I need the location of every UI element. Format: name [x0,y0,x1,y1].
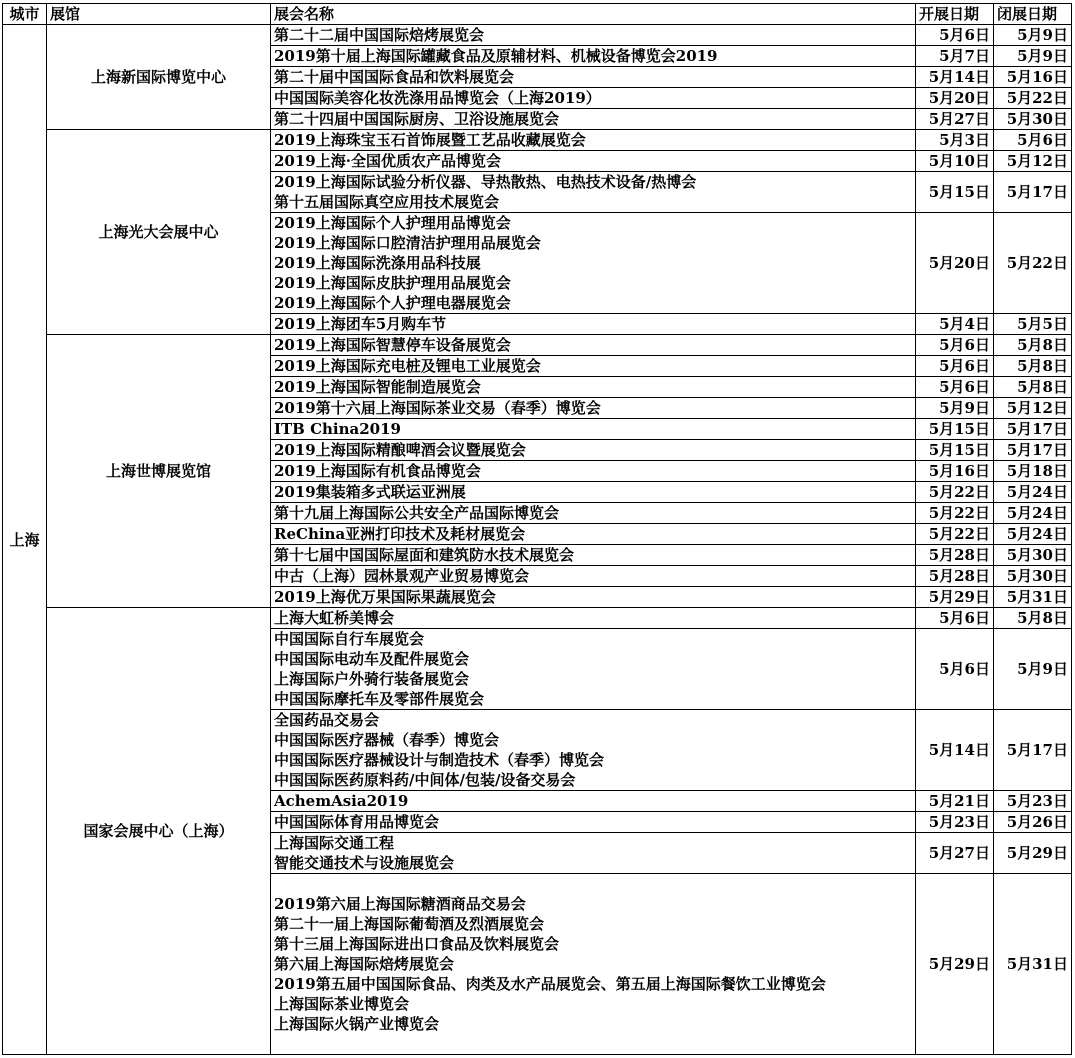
start-date: 5月22日 [916,524,994,545]
start-date: 5月22日 [916,503,994,524]
end-date: 5月5日 [994,314,1072,335]
exhibition-name: 上海国际交通工程 [274,834,395,852]
exhibition-name-cell [271,335,916,356]
exhibition-name: 中国国际电动车及配件展览会 [274,650,470,668]
exhibition-name-cell [271,608,916,629]
end-date: 5月9日 [994,629,1072,710]
exhibition-name: 2019上海国际智能制造展览会 [274,378,481,396]
exhibition-name: 中国国际摩托车及零部件展览会 [274,690,485,708]
exhibition-name: 2019集装箱多式联运亚洲展 [274,483,466,501]
end-date: 5月6日 [994,130,1072,151]
start-date: 5月28日 [916,566,994,587]
exhibition-name: 2019上海国际智慧停车设备展览会 [274,336,511,354]
end-date: 5月23日 [994,791,1072,812]
end-date: 5月24日 [994,503,1072,524]
start-date: 5月20日 [916,213,994,314]
table-row [3,25,1072,46]
end-date: 5月22日 [994,213,1072,314]
exhibition-name: 第二十二届中国国际焙烤展览会 [274,26,485,44]
end-date: 5月31日 [994,587,1072,608]
exhibition-name: 2019第六届上海国际糖酒商品交易会 [274,895,526,913]
exhibition-name: 全国药品交易会 [274,711,380,729]
exhibition-name-cell [271,587,916,608]
exhibition-name-cell [271,461,916,482]
header-city: 城市 [3,4,47,25]
end-date: 5月17日 [994,419,1072,440]
end-date: 5月16日 [994,67,1072,88]
end-date: 5月24日 [994,482,1072,503]
end-date: 5月9日 [994,46,1072,67]
exhibition-name-cell [271,109,916,130]
exhibition-name: 中国国际医疗器械（春季）博览会 [274,731,500,749]
end-date: 5月12日 [994,151,1072,172]
end-date: 5月9日 [994,25,1072,46]
exhibition-name-cell [271,629,916,710]
venue-cell: 上海新国际博览中心 [47,25,271,130]
exhibition-name-cell [271,172,916,213]
exhibition-name: AchemAsia2019 [274,792,409,810]
end-date: 5月22日 [994,88,1072,109]
exhibition-name-cell [271,874,916,1055]
start-date: 5月16日 [916,461,994,482]
exhibition-table [2,3,1072,1055]
exhibition-name-cell [271,482,916,503]
end-date: 5月8日 [994,335,1072,356]
header-start-date: 开展日期 [916,4,994,25]
exhibition-name: 2019第十届上海国际罐藏食品及原辅材料、机械设备博览会2019 [274,47,718,65]
exhibition-name: 2019上海国际试验分析仪器、导热散热、电热技术设备/热博会 [274,173,697,191]
exhibition-name-cell [271,503,916,524]
table-row [3,608,1072,629]
exhibition-name: 第二十一届上海国际葡萄酒及烈酒展览会 [274,915,545,933]
exhibition-name-cell [271,151,916,172]
header-name: 展会名称 [271,4,916,25]
start-date: 5月20日 [916,88,994,109]
exhibition-name: 第十三届上海国际进出口食品及饮料展览会 [274,935,560,953]
exhibition-name: 中国国际自行车展览会 [274,630,425,648]
end-date: 5月18日 [994,461,1072,482]
exhibition-name: 2019上海国际皮肤护理用品展览会 [274,274,511,292]
venue-cell: 上海光大会展中心 [47,130,271,335]
exhibition-name: 2019上海国际洗涤用品科技展 [274,254,481,272]
start-date: 5月27日 [916,833,994,874]
exhibition-name: 上海国际户外骑行装备展览会 [274,670,470,688]
exhibition-name: 中国国际医疗器械设计与制造技术（春季）博览会 [274,751,605,769]
exhibition-name: 2019上海优万果国际果蔬展览会 [274,588,496,606]
start-date: 5月6日 [916,25,994,46]
start-date: 5月15日 [916,440,994,461]
exhibition-name: 2019上海国际个人护理用品博览会 [274,214,511,232]
exhibition-name: 中古（上海）园林景观产业贸易博览会 [274,567,530,585]
exhibition-name-cell [271,419,916,440]
start-date: 5月4日 [916,314,994,335]
exhibition-name: 上海大虹桥美博会 [274,609,395,627]
exhibition-name: 第六届上海国际焙烤展览会 [274,955,455,973]
exhibition-name-cell [271,130,916,151]
header-venue: 展馆 [47,4,271,25]
end-date: 5月26日 [994,812,1072,833]
end-date: 5月30日 [994,566,1072,587]
end-date: 5月17日 [994,172,1072,213]
exhibition-name [274,874,912,894]
exhibition-name-cell [271,710,916,791]
start-date: 5月6日 [916,629,994,710]
start-date: 5月6日 [916,377,994,398]
exhibition-name-cell [271,356,916,377]
end-date: 5月30日 [994,109,1072,130]
exhibition-name: 2019上海国际充电桩及锂电工业展览会 [274,357,541,375]
exhibition-name-cell [271,791,916,812]
exhibition-name-cell [271,524,916,545]
exhibition-name: 2019上海国际精酿啤酒会议暨展览会 [274,441,526,459]
start-date: 5月15日 [916,419,994,440]
exhibition-name: 上海国际火锅产业博览会 [274,1015,440,1033]
exhibition-name-cell [271,88,916,109]
exhibition-name: 2019上海团车5月购车节 [274,315,447,333]
start-date: 5月28日 [916,545,994,566]
exhibition-name: 中国国际医药原料药/中间体/包装/设备交易会 [274,771,576,789]
start-date: 5月15日 [916,172,994,213]
table-row [3,335,1072,356]
exhibition-name-cell [271,833,916,874]
exhibition-name: 第十九届上海国际公共安全产品国际博览会 [274,504,560,522]
header-row [3,4,1072,25]
end-date: 5月8日 [994,377,1072,398]
end-date: 5月17日 [994,710,1072,791]
start-date: 5月3日 [916,130,994,151]
table-row [3,130,1072,151]
exhibition-name [274,1034,912,1054]
exhibition-name: 2019上海国际有机食品博览会 [274,462,481,480]
end-date: 5月24日 [994,524,1072,545]
end-date: 5月12日 [994,398,1072,419]
exhibition-name-cell [271,398,916,419]
start-date: 5月23日 [916,812,994,833]
end-date: 5月29日 [994,833,1072,874]
start-date: 5月6日 [916,335,994,356]
start-date: 5月10日 [916,151,994,172]
start-date: 5月7日 [916,46,994,67]
exhibition-name: 第二十四届中国国际厨房、卫浴设施展览会 [274,110,560,128]
exhibition-name: ITB China2019 [274,420,401,438]
start-date: 5月22日 [916,482,994,503]
exhibition-name-cell [271,812,916,833]
exhibition-name: 2019上海国际个人护理电器展览会 [274,294,511,312]
exhibition-name: 2019第五届中国国际食品、肉类及水产品展览会、第五届上海国际餐饮工业博览会 [274,975,826,993]
start-date: 5月29日 [916,587,994,608]
exhibition-name-cell [271,314,916,335]
exhibition-name: 第二十届中国国际食品和饮料展览会 [274,68,515,86]
city-cell: 上海 [3,25,47,1055]
end-date: 5月8日 [994,356,1072,377]
exhibition-name: 第十五届国际真空应用技术展览会 [274,193,500,211]
header-end-date: 闭展日期 [994,4,1072,25]
exhibition-name: 智能交通技术与设施展览会 [274,854,455,872]
exhibition-name-cell [271,213,916,314]
exhibition-name: 2019第十六届上海国际茶业交易（春季）博览会 [274,399,601,417]
exhibition-name: 2019上海国际口腔清洁护理用品展览会 [274,234,541,252]
end-date: 5月17日 [994,440,1072,461]
exhibition-name: 中国国际美容化妆洗涤用品博览会（上海2019） [274,89,601,107]
exhibition-name-cell [271,440,916,461]
exhibition-name: 中国国际体育用品博览会 [274,813,440,831]
exhibition-name-cell [271,377,916,398]
start-date: 5月6日 [916,356,994,377]
exhibition-name-cell [271,566,916,587]
start-date: 5月21日 [916,791,994,812]
exhibition-name-cell [271,25,916,46]
exhibition-name: 2019上海·全国优质农产品博览会 [274,152,501,170]
end-date: 5月30日 [994,545,1072,566]
exhibition-name-cell [271,545,916,566]
start-date: 5月6日 [916,608,994,629]
end-date: 5月8日 [994,608,1072,629]
exhibition-name: ReChina亚洲打印技术及耗材展览会 [274,525,526,543]
end-date: 5月31日 [994,874,1072,1055]
start-date: 5月14日 [916,67,994,88]
exhibition-name-cell [271,67,916,88]
exhibition-name: 上海国际茶业博览会 [274,995,410,1013]
exhibition-name-cell [271,46,916,67]
start-date: 5月29日 [916,874,994,1055]
start-date: 5月14日 [916,710,994,791]
exhibition-name: 2019上海珠宝玉石首饰展暨工艺品收藏展览会 [274,131,586,149]
start-date: 5月27日 [916,109,994,130]
exhibition-name: 第十七届中国国际屋面和建筑防水技术展览会 [274,546,575,564]
venue-cell: 上海世博展览馆 [47,335,271,608]
venue-cell: 国家会展中心（上海） [47,608,271,1055]
start-date: 5月9日 [916,398,994,419]
